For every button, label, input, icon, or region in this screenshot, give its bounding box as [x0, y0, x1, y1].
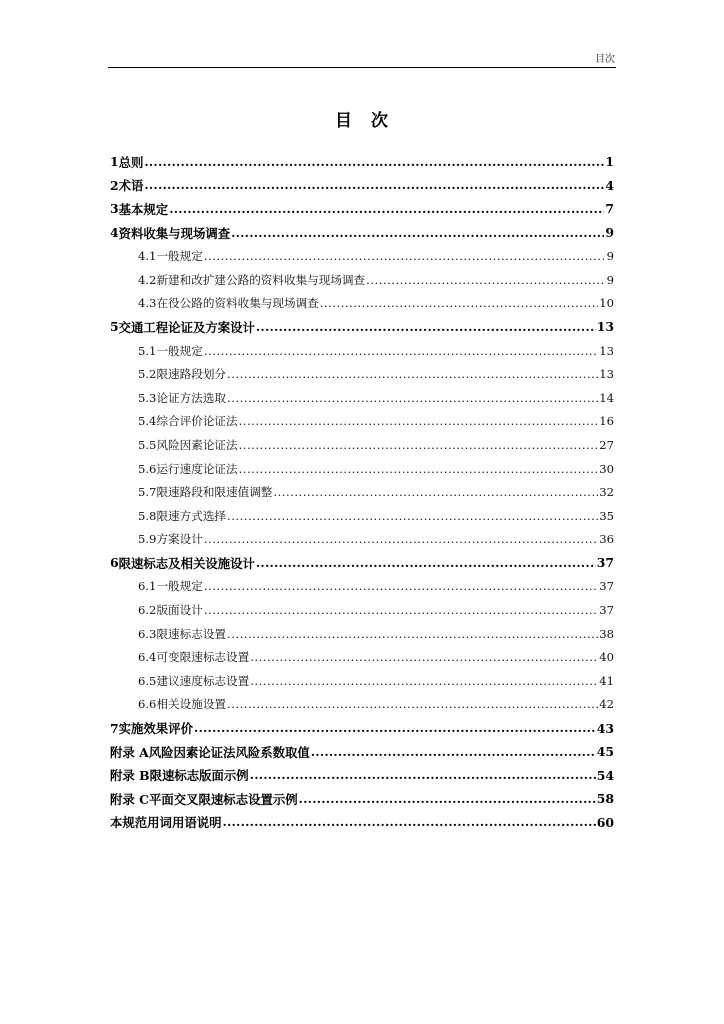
toc-page-number: 14	[599, 390, 614, 405]
toc-entry-title: 风险因素论证法	[156, 437, 238, 452]
toc-page-number: 9	[606, 249, 614, 264]
toc-entry-number: 5.7	[138, 485, 157, 500]
toc-section-entry[interactable]	[110, 528, 614, 552]
toc-entry-number: 5.9	[138, 532, 157, 547]
toc-entry-title: 基本规定	[118, 201, 169, 217]
toc-title-part2: 次	[371, 111, 389, 131]
toc-entry-number: 5.6	[138, 461, 157, 476]
toc-dot-leader	[169, 204, 604, 218]
toc-entry-title: 一般规定	[156, 343, 203, 358]
toc-entry-number: 5.3	[138, 390, 157, 405]
toc-chapter-entry[interactable]	[110, 174, 614, 198]
toc-entry-number: 1	[110, 154, 119, 170]
toc-entry-title: 风险因素论证法风险系数取值	[148, 744, 310, 760]
toc-entry-number: 2	[110, 177, 119, 193]
toc-page-number: 42	[599, 697, 614, 712]
toc-page-number: 35	[599, 508, 614, 523]
toc-dot-leader	[223, 817, 596, 831]
toc-dot-leader	[250, 770, 596, 784]
toc-entry-title: 限速标志版面示例	[149, 768, 249, 784]
toc-entry-title: 综合评价论证法	[156, 414, 238, 429]
toc-entry-number: 附录 A	[110, 744, 149, 760]
toc-entry-title: 总则	[118, 154, 144, 170]
toc-dot-leader	[273, 487, 598, 501]
toc-dot-leader	[239, 416, 599, 430]
toc-dot-leader	[204, 581, 598, 595]
toc-page-number: 1	[605, 154, 614, 170]
toc-section-entry[interactable]	[110, 410, 614, 434]
toc-chapter-entry[interactable]	[110, 787, 614, 811]
toc-section-entry[interactable]	[110, 669, 614, 693]
toc-dot-leader	[231, 228, 604, 242]
toc-entry-number: 5.1	[138, 343, 157, 358]
toc-entry-number: 6	[110, 555, 119, 571]
toc-dot-leader	[366, 275, 605, 289]
toc-page-number: 37	[599, 579, 614, 594]
toc-section-entry[interactable]	[110, 622, 614, 646]
toc-entry-title: 平面交叉限速标志设置示例	[148, 791, 298, 807]
toc-entry-title: 限速路段划分	[156, 367, 227, 382]
toc-entry-number: 6.1	[138, 579, 157, 594]
toc-entry-title: 相关设施设置	[156, 697, 227, 712]
toc-entry-title: 交通工程论证及方案设计	[118, 319, 255, 335]
toc-page-number: 36	[599, 532, 614, 547]
toc-entry-title: 建议速度标志设置	[156, 673, 250, 688]
toc-dot-leader	[256, 322, 596, 336]
toc-section-entry[interactable]	[110, 504, 614, 528]
toc-entry-number: 6.3	[138, 626, 157, 641]
toc-entry-title: 资料收集与现场调查	[118, 225, 231, 241]
toc-section-entry[interactable]	[110, 575, 614, 599]
toc-dot-leader	[194, 723, 596, 737]
toc-chapter-entry[interactable]	[110, 551, 614, 575]
toc-dot-leader	[311, 747, 596, 761]
toc-entry-number: 5	[110, 319, 119, 335]
toc-dot-leader	[204, 346, 598, 360]
toc-entry-number: 5.4	[138, 414, 157, 429]
toc-dot-leader	[204, 534, 598, 548]
toc-entry-number: 6.6	[138, 697, 157, 712]
toc-page-number: 30	[599, 461, 614, 476]
toc-page-number: 32	[599, 485, 614, 500]
toc-chapter-entry[interactable]	[110, 197, 614, 221]
toc-page-number: 27	[599, 437, 614, 452]
toc-page-number: 40	[599, 650, 614, 665]
toc-dot-leader	[239, 440, 599, 454]
toc-page-number: 10	[599, 296, 614, 311]
toc-dot-leader	[227, 369, 598, 383]
toc-entry-title: 一般规定	[156, 579, 203, 594]
toc-dot-leader	[144, 157, 604, 171]
toc-page-number: 45	[596, 744, 614, 760]
toc-dot-leader	[227, 629, 598, 643]
toc-entry-title: 运行速度论证法	[156, 461, 238, 476]
toc-entry-title: 本规范用词用语说明	[110, 815, 222, 831]
toc-page-number: 13	[599, 367, 614, 382]
toc-chapter-entry[interactable]	[110, 740, 614, 764]
toc-entry-number: 5.8	[138, 508, 157, 523]
toc-entry-number: 附录 B	[110, 768, 150, 784]
toc-entry-number: 5.5	[138, 437, 157, 452]
toc-entry-number: 4.3	[138, 296, 157, 311]
toc-entry-number: 4.2	[138, 272, 157, 287]
toc-page-number: 9	[606, 272, 614, 287]
toc-entry-title: 可变限速标志设置	[156, 650, 250, 665]
toc-page-number: 54	[596, 767, 614, 783]
toc-page-number: 16	[599, 414, 614, 429]
toc-list	[110, 150, 614, 834]
toc-section-entry[interactable]	[110, 244, 614, 268]
toc-section-entry[interactable]	[110, 386, 614, 410]
toc-dot-leader	[250, 676, 598, 690]
toc-entry-title: 限速路段和限速值调整	[156, 485, 273, 500]
toc-title	[0, 106, 724, 131]
toc-section-entry[interactable]	[110, 339, 614, 363]
toc-entry-number: 6.2	[138, 603, 157, 618]
toc-page-number: 7	[605, 201, 614, 217]
toc-entry-title: 限速标志及相关设施设计	[118, 555, 255, 571]
toc-page-number: 41	[599, 673, 614, 688]
toc-chapter-entry[interactable]	[110, 315, 614, 339]
toc-chapter-entry[interactable]	[110, 716, 614, 740]
toc-page-number: 37	[599, 603, 614, 618]
toc-section-entry[interactable]	[110, 480, 614, 504]
toc-dot-leader	[204, 605, 598, 619]
toc-page-number: 9	[605, 225, 614, 241]
toc-entry-title: 一般规定	[156, 249, 203, 264]
toc-section-entry[interactable]	[110, 645, 614, 669]
toc-dot-leader	[227, 393, 598, 407]
toc-dot-leader	[239, 464, 599, 478]
toc-entry-title: 术语	[118, 178, 144, 194]
toc-entry-number: 4.1	[138, 249, 157, 264]
toc-entry-number: 5.2	[138, 367, 157, 382]
toc-entry-title: 新建和改扩建公路的资料收集与现场调查	[156, 272, 366, 287]
toc-section-entry[interactable]	[110, 268, 614, 292]
toc-entry-title: 限速标志设置	[156, 626, 227, 641]
running-header: 目次	[595, 54, 615, 65]
toc-section-entry[interactable]	[110, 598, 614, 622]
toc-section-entry[interactable]	[110, 693, 614, 717]
header-rule	[108, 67, 616, 68]
toc-section-entry[interactable]	[110, 457, 614, 481]
toc-chapter-entry[interactable]	[110, 811, 614, 835]
toc-page-number: 60	[596, 814, 614, 830]
toc-entry-title: 论证方法选取	[156, 390, 227, 405]
toc-entry-title: 在役公路的资料收集与现场调查	[156, 296, 319, 311]
toc-entry-number: 6.5	[138, 673, 157, 688]
toc-entry-title: 实施效果评价	[118, 721, 193, 737]
toc-dot-leader	[299, 794, 596, 808]
toc-dot-leader	[227, 511, 598, 525]
toc-title-part1: 目	[335, 111, 353, 131]
toc-entry-title: 版面设计	[156, 603, 203, 618]
toc-page-number: 58	[596, 791, 614, 807]
toc-entry-number: 附录 C	[110, 791, 149, 807]
toc-entry-title: 方案设计	[156, 532, 203, 547]
toc-page-number: 4	[605, 177, 614, 193]
toc-entry-title: 限速方式选择	[156, 508, 227, 523]
toc-dot-leader	[227, 699, 598, 713]
toc-dot-leader	[256, 558, 596, 572]
toc-page-number: 13	[599, 343, 614, 358]
toc-section-entry[interactable]	[110, 292, 614, 316]
toc-section-entry[interactable]	[110, 362, 614, 386]
toc-entry-number: 6.4	[138, 650, 157, 665]
toc-chapter-entry[interactable]	[110, 150, 614, 174]
toc-chapter-entry[interactable]	[110, 221, 614, 245]
toc-entry-number: 4	[110, 225, 119, 241]
toc-chapter-entry[interactable]	[110, 763, 614, 787]
toc-page-number: 43	[596, 720, 614, 736]
toc-page-number: 38	[599, 626, 614, 641]
toc-page-number: 13	[596, 319, 614, 335]
toc-dot-leader	[250, 652, 598, 666]
toc-section-entry[interactable]	[110, 433, 614, 457]
toc-dot-leader	[204, 251, 606, 265]
toc-entry-number: 7	[110, 720, 119, 736]
toc-entry-number: 3	[110, 201, 119, 217]
toc-dot-leader	[144, 180, 604, 194]
toc-page-number: 37	[596, 555, 614, 571]
toc-dot-leader	[320, 298, 598, 312]
